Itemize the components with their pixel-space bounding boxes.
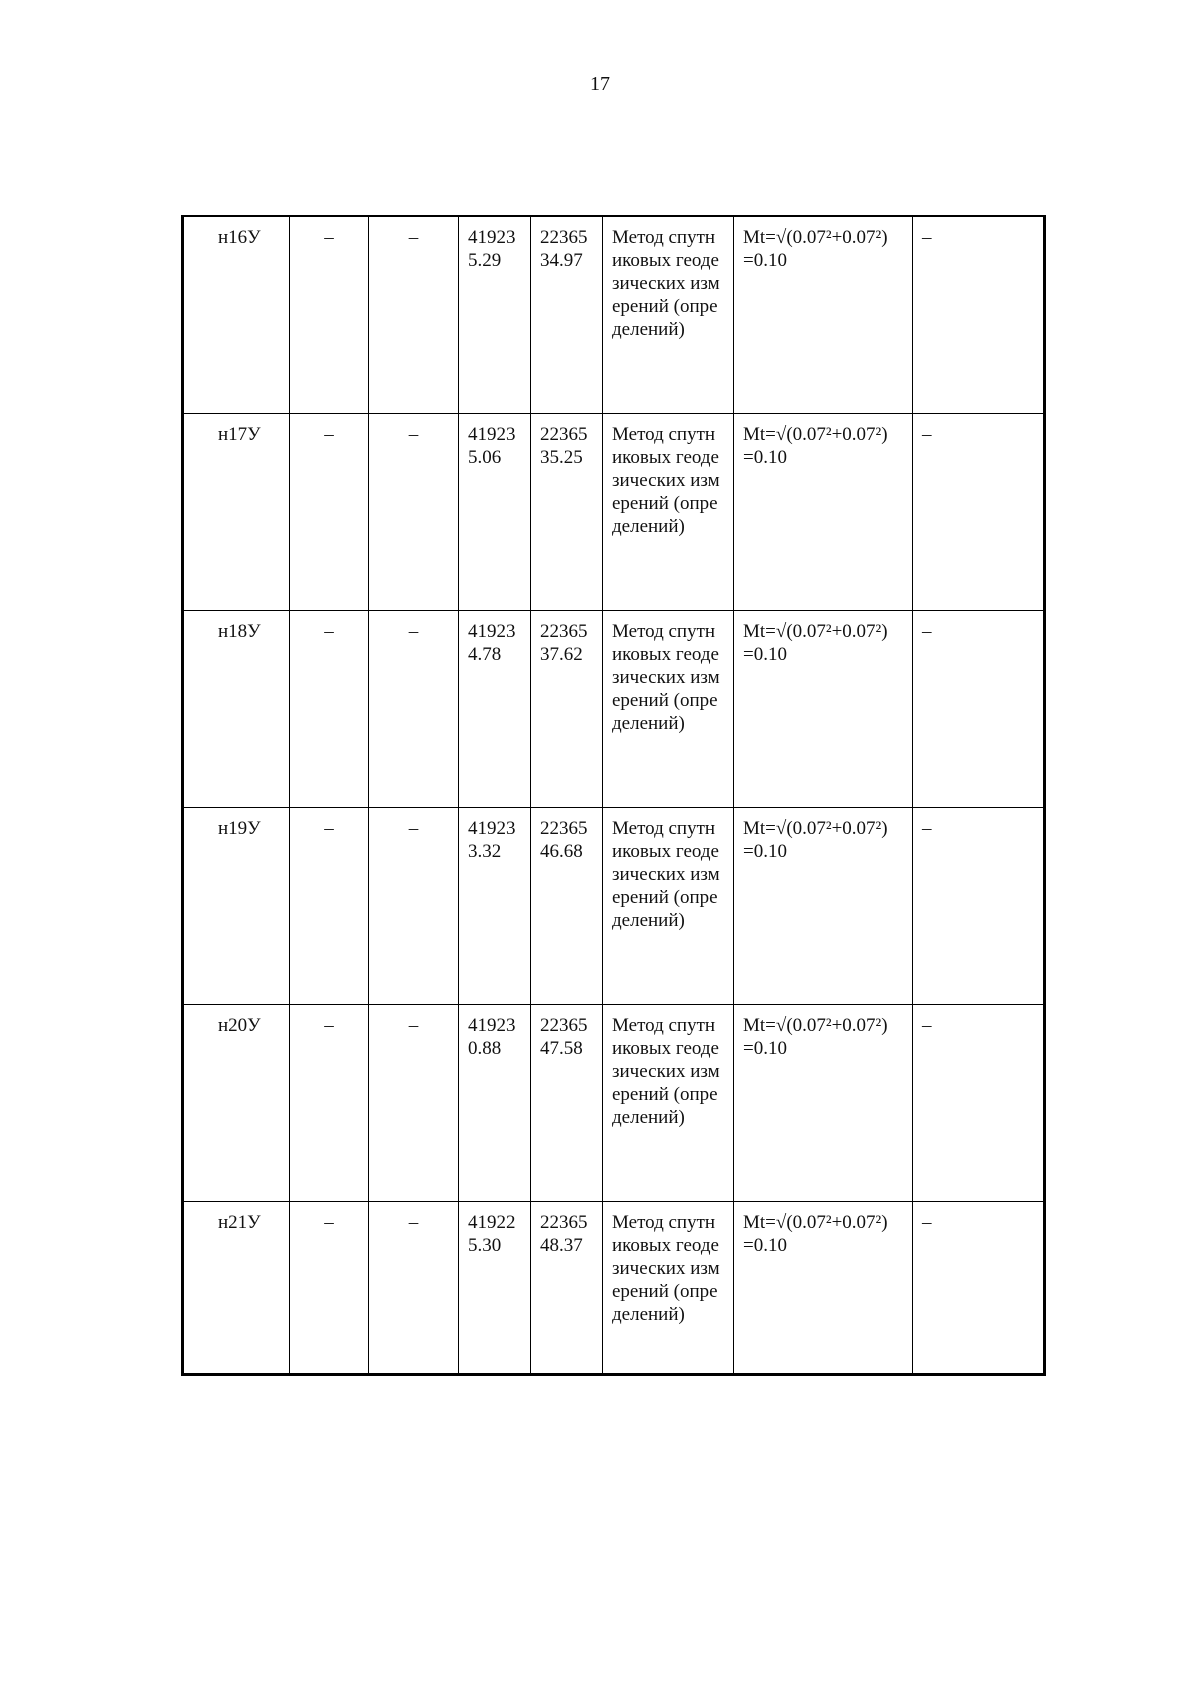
cell-coordinate-x: 419230.88 [459,1004,531,1201]
cell-dash: – [369,413,459,610]
page-number: 17 [590,73,610,95]
cell-dash: – [290,610,369,807]
cell-dash: – [913,807,1045,1004]
cell-dash: – [290,216,369,413]
cell-point-name: н19У [183,807,290,1004]
cell-method: Метод спутниковых геодезических измерений (определений) [603,413,734,610]
cell-coordinate-y: 2236547.58 [531,1004,603,1201]
cell-precision-formula: Mt=√(0.07²+0.07²) =0.10 [734,1201,913,1374]
cell-dash: – [913,216,1045,413]
table-row [183,807,1045,1004]
cell-precision-formula: Mt=√(0.07²+0.07²) =0.10 [734,1004,913,1201]
cell-coordinate-y: 2236546.68 [531,807,603,1004]
cell-point-name: н18У [183,610,290,807]
cell-dash: – [290,413,369,610]
cell-coordinate-y: 2236537.62 [531,610,603,807]
table-row [183,610,1045,807]
table-body [183,216,1045,1374]
cell-dash: – [369,216,459,413]
cell-dash: – [290,1004,369,1201]
cell-precision-formula: Mt=√(0.07²+0.07²) =0.10 [734,216,913,413]
cell-coordinate-x: 419234.78 [459,610,531,807]
cell-coordinate-x: 419225.30 [459,1201,531,1374]
table-row [183,413,1045,610]
cell-dash: – [369,1201,459,1374]
cell-dash: – [290,807,369,1004]
cell-dash: – [369,610,459,807]
cell-coordinate-y: 2236535.25 [531,413,603,610]
cell-dash: – [369,1004,459,1201]
cell-method: Метод спутниковых геодезических измерений (определений) [603,807,734,1004]
cell-coordinate-x: 419235.29 [459,216,531,413]
coordinates-table [181,215,1046,1376]
cell-dash: – [913,413,1045,610]
cell-point-name: н20У [183,1004,290,1201]
cell-point-name: н21У [183,1201,290,1374]
cell-precision-formula: Mt=√(0.07²+0.07²) =0.10 [734,807,913,1004]
table-row [183,1004,1045,1201]
cell-coordinate-y: 2236548.37 [531,1201,603,1374]
cell-dash: – [913,1201,1045,1374]
table-row [183,216,1045,413]
table-row [183,1201,1045,1374]
cell-point-name: н17У [183,413,290,610]
cell-point-name: н16У [183,216,290,413]
cell-dash: – [913,1004,1045,1201]
cell-precision-formula: Mt=√(0.07²+0.07²) =0.10 [734,413,913,610]
cell-coordinate-x: 419233.32 [459,807,531,1004]
cell-dash: – [369,807,459,1004]
cell-method: Метод спутниковых геодезических измерений (определений) [603,216,734,413]
cell-method: Метод спутниковых геодезических измерений (определений) [603,1004,734,1201]
cell-method: Метод спутниковых геодезических измерений (определений) [603,1201,734,1374]
cell-dash: – [290,1201,369,1374]
cell-dash: – [913,610,1045,807]
cell-coordinate-x: 419235.06 [459,413,531,610]
cell-method: Метод спутниковых геодезических измерений (определений) [603,610,734,807]
cell-coordinate-y: 2236534.97 [531,216,603,413]
cell-precision-formula: Mt=√(0.07²+0.07²) =0.10 [734,610,913,807]
